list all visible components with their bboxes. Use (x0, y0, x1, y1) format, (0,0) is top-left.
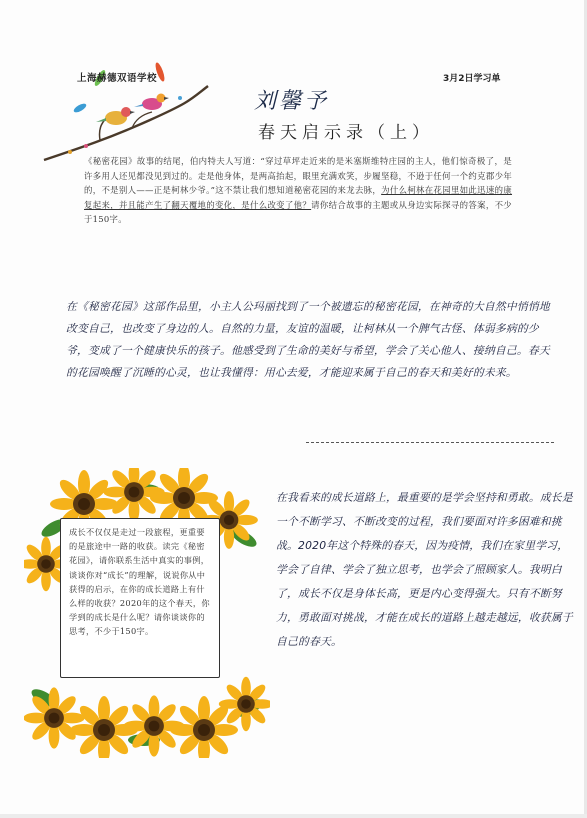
bird-on-branch-illustration (40, 48, 210, 168)
scan-edge (0, 814, 587, 818)
handwritten-answer-2: 在我看来的成长道路上，最重要的是学会坚持和勇敢。成长是一个不断学习、不断改变的过程，我们要面对许多困难和挑战。2020年这个特殊的春天，因为疫情，我们在家里学习，学会了自律、学会了独立思考，也学会了照顾家人。我明白了，成长不仅是身体长高，更是内心变得强大。只有不断努力，勇敢面对挑战，才能在成长的道路上越走越远，收获属于自己的春天。 (276, 491, 573, 648)
bird-icon (96, 107, 135, 125)
prompt-1-text-end: 请你结合故事的主题或从身边实际探寻的答案，不少于150字。 (84, 199, 512, 225)
school-name: 上海赫德双语学校 (77, 73, 158, 84)
prompt-2-box (60, 518, 220, 678)
prompt-2-text: 成长不仅仅是走过一段旅程，更重要的是旅途中一路的收获。读完《秘密花园》，请你联系生活中真实的事例，谈谈你对“成长”的理解，说说你从中获得的启示，在你的成长道路上有什么样的收获？2020年的这个春天，你学到的成长是什么呢？请你谈谈你的思考，不少于150字。 (69, 527, 210, 637)
prompt-1-text: 《秘密花园》故事的结尾，伯内特夫人写道：“穿过草坪走近来的是米塞斯维特庄园的主人，他们惊奇极了，是许多用人还见都没见到过的。走是他身体，是两高抬起，眼里充满欢笑，步履坚稳，不逊于任何一个约克郡少年的，不是别人——正是柯林少爷。”这不禁让我们想知道秘密花园的来龙去脉， (84, 156, 512, 196)
handwritten-answer-1: 在《秘密花园》这部作品里，小主人公玛丽找到了一个被遗忘的秘密花园，在神奇的大自然中悄悄地改变自己，也改变了身边的人。自然的力量，友谊的温暖，让柯林从一个脾气古怪、体弱多病的少爷，变成了一个健康快乐的孩子。他感受到了生命的美好与希望，学会了关心他人、接纳自己。春天的花园唤醒了沉睡的心灵，也让我懂得：用心去爱，才能迎来属于自己的春天和美好的未来。 (66, 300, 550, 379)
sunflower-icon (219, 677, 270, 731)
student-name-signature: 刘馨予 (254, 89, 330, 114)
sunflower-icon (24, 687, 85, 748)
worksheet-date: 3月2日学习单 (443, 74, 501, 84)
prompt-1-highlight: 为什么柯林在花园里如此迅速的康复起来，并且能产生了翻天覆地的变化，是什么改变了他？ (84, 185, 513, 210)
answer-1-dashed-rule (306, 442, 554, 443)
worksheet-title: 春天启示录（上） (258, 123, 434, 143)
bird-icon (134, 94, 169, 111)
prompt-1 (84, 154, 512, 227)
